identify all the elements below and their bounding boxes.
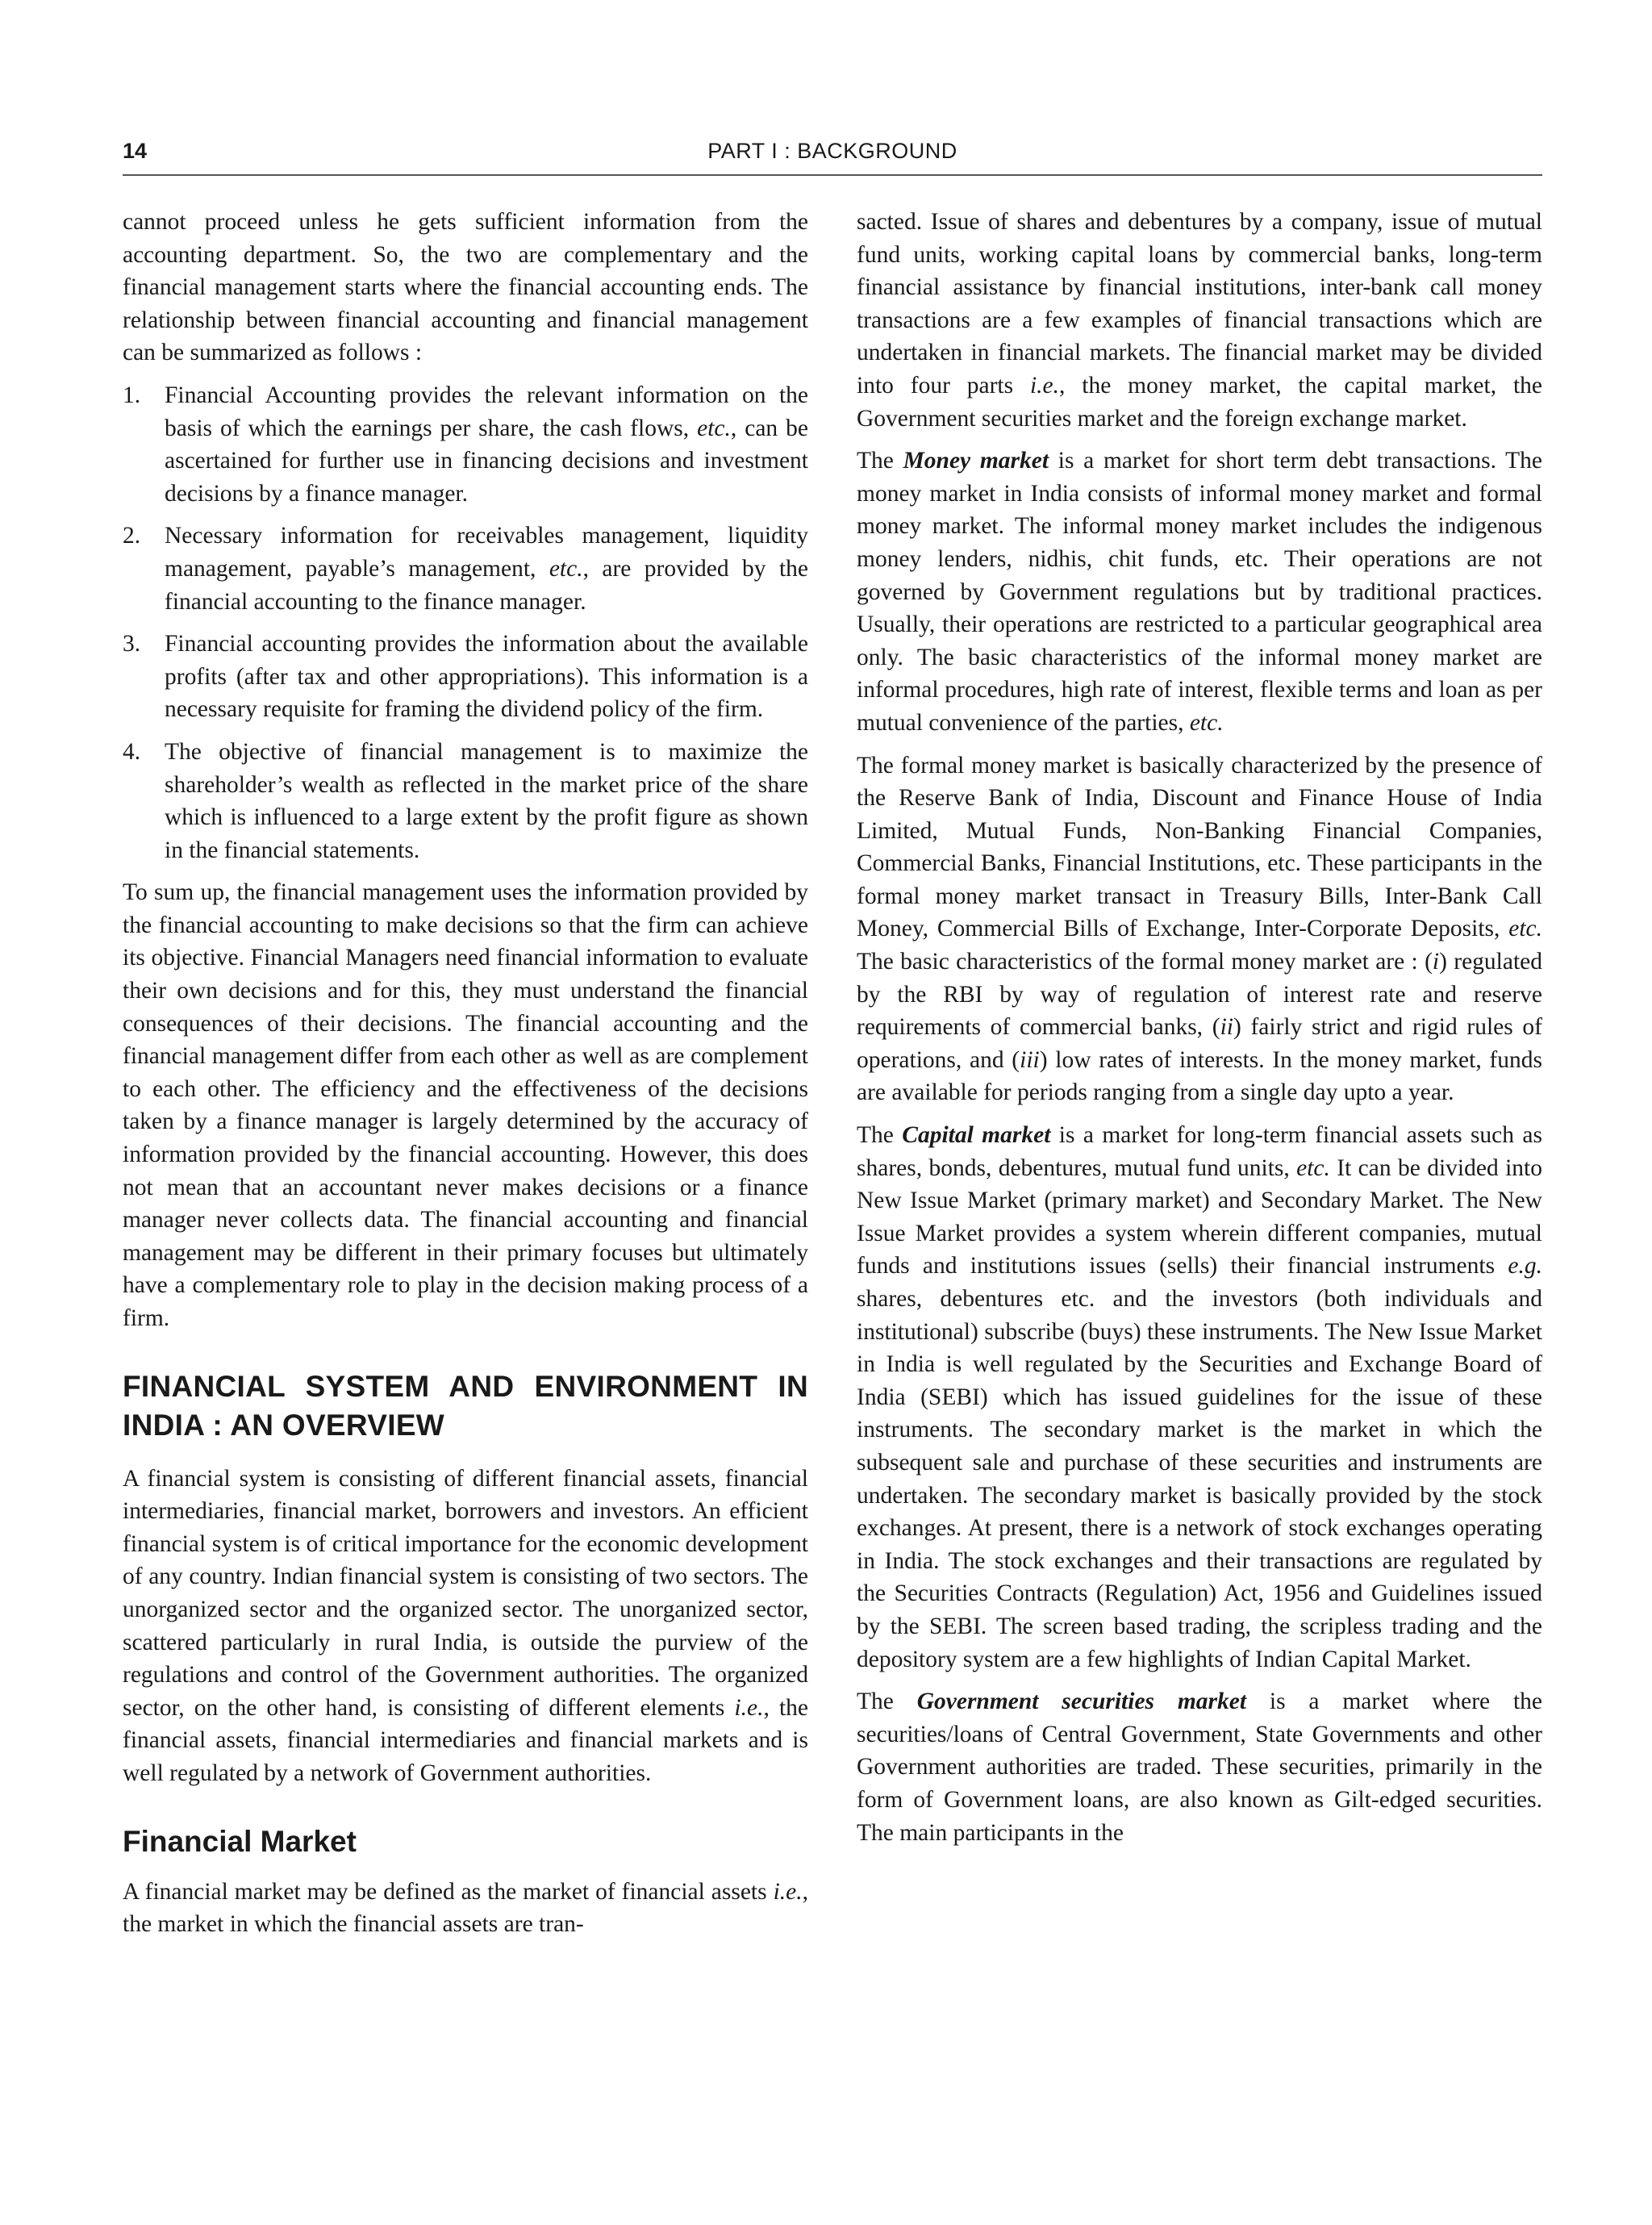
financial-market-paragraph: A financial market may be defined as the market of financial assets i.e., the market in which the financial assets are tran- <box>123 1878 808 1938</box>
term-government-securities-market: Government securities market <box>916 1689 1247 1715</box>
capital-market-paragraph: The Capital market is a market for long-term financial assets such as shares, bonds, debentures, mutual fund units, etc. It can be divided into New Issue Market (primary market) and Secondary Market. The New Issue Market provides a system wherein different companies, mutual funds and institutions issues (sells) their financial instruments e.g. shares, debentures etc. and the investors (both individuals and institutional) subscribe (buys) these instruments. The New Issue Market in India is well regulated by the Securities and Exchange Board of India (SEBI) which has issued guidelines for the issue of these instruments. The secondary market is the market in which the subsequent sale and purchase of these securities and instruments are undertaken. The secondary market is basically provided by the stock exchanges. At present, there is a network of stock exchanges operating in India. The stock exchanges and their transactions are regulated by the Securities Contracts (Regulation) Act, 1956 and Guidelines issued by the SEBI. The screen based trading, the scripless trading and the depository system are a few highlights of Indian Capital Market. <box>857 1122 1542 1672</box>
list-number: 2. <box>123 523 141 549</box>
part-title: PART I : BACKGROUND <box>707 139 957 163</box>
term-money-market: Money market <box>903 448 1049 474</box>
list-number: 3. <box>123 631 141 657</box>
list-item: 3. Financial accounting provides the information about the available profits (after tax and other appropriations). This information is a necessary requisite for framing the dividend policy of the firm. <box>123 628 808 726</box>
list-item: 4. The objective of financial management is to maximize the shareholder’s wealth as reflected in the market price of the share which is influenced to a large extent by the profit figure as shown in the financial statements. <box>123 736 808 866</box>
financial-system-paragraph: A financial system is consisting of different financial assets, financial intermediaries, financial market, borrowers and investors. An efficient financial system is of critical importance for the economic development of any country. Indian financial system is consisting of two sectors. The unorganized sector and the organized sector. The unorganized sector, scattered particularly in rural India, is outside the purview of the regulations and control of the Government authorities. The organized sector, on the other hand, is consisting of different elements i.e., the financial assets, financial intermediaries and financial markets and is well regulated by a network of Government authorities. <box>123 1465 808 1786</box>
list-number: 1. <box>123 382 141 408</box>
summary-paragraph: To sum up, the financial management uses the information provided by the financial accounting to make decisions so that the firm can achieve its objective. Financial Managers need financial information to evaluate their own decisions and for this, they must understand the financial consequences of their decisions. The financial accounting and the financial management differ from each other as well as are complement to each other. The efficiency and the effectiveness of the decisions taken by a finance manager is largely determined by the accuracy of information provided by the financial accounting. However, this does not mean that an accountant never makes decisions or a finance manager never collects data. The financial accounting and financial management may be different in their primary focuses but ultimately have a complementary role to play in the decision making process of a firm. <box>123 879 808 1331</box>
list-item: 2. Necessary information for receivables management, liquidity management, payable’s management, etc., are provided by the financial accounting to the finance manager. <box>123 520 808 618</box>
section-heading-financial-system: FINANCIAL SYSTEM AND ENVIRONMENT IN INDIA : AN OVERVIEW <box>123 1369 808 1442</box>
right-column <box>857 206 1542 1859</box>
left-column <box>123 206 808 1951</box>
list-item: 1. Financial Accounting provides the relevant information on the basis of which the earnings per share, the cash flows, etc., can be ascertained for further use in financing decisions and investment decisions by a finance manager. <box>123 379 808 510</box>
page-number: 14 <box>123 139 148 163</box>
list-number: 4. <box>123 738 141 765</box>
government-securities-paragraph: The Government securities market is a market where the securities/loans of Central Government, State Governments and other Government authorities are traded. These securities, primarily in the form of Government loans, are also known as Gilt-edged securities. The main participants in the <box>857 1689 1543 1846</box>
term-capital-market: Capital market <box>902 1122 1051 1149</box>
subheading-financial-market: Financial Market <box>123 1824 357 1858</box>
transactions-paragraph: sacted. Issue of shares and debentures by a company, issue of mutual fund units, working capital loans by commercial banks, long-term financial assistance by financial institutions, inter-bank call money transactions are a few examples of financial transactions which are undertaken in financial markets. The financial market may be divided into four parts i.e., the money market, the capital market, the Government securities market and the foreign exchange market. <box>857 209 1542 432</box>
money-market-paragraph: The Money market is a market for short term debt transactions. The money market in India consists of informal money market and formal money market. The informal money market includes the indigenous money lenders, nidhis, chit funds, etc. Their operations are not governed by Government regulations but by traditional practices. Usually, their operations are restricted to a particular geographical area only. The basic characteristics of the informal money market are informal procedures, high rate of interest, flexible terms and loan as per mutual convenience of the parties, etc. <box>857 448 1542 736</box>
intro-paragraph: cannot proceed unless he gets sufficient information from the accounting department. So, the two are complementary and the financial management starts where the financial accounting ends. The relationship between financial accounting and financial management can be summarized as follows : <box>123 209 808 366</box>
formal-money-market-paragraph: The formal money market is basically characterized by the presence of the Reserve Bank of India, Discount and Finance House of India Limited, Mutual Funds, Non-Banking Financial Companies, Commercial Banks, Financial Institutions, etc. These participants in the formal money market transact in Treasury Bills, Inter-Bank Call Money, Commercial Bills of Exchange, Inter-Corporate Deposits, etc. The basic characteristics of the formal money market are : (i) regulated by the RBI by way of regulation of interest rate and reserve requirements of commercial banks, (ii) fairly strict and rigid rules of operations, and (iii) low rates of interests. In the money market, funds are available for periods ranging from a single day upto a year. <box>857 752 1542 1106</box>
page-header <box>123 136 1542 176</box>
relationship-list <box>123 379 808 866</box>
